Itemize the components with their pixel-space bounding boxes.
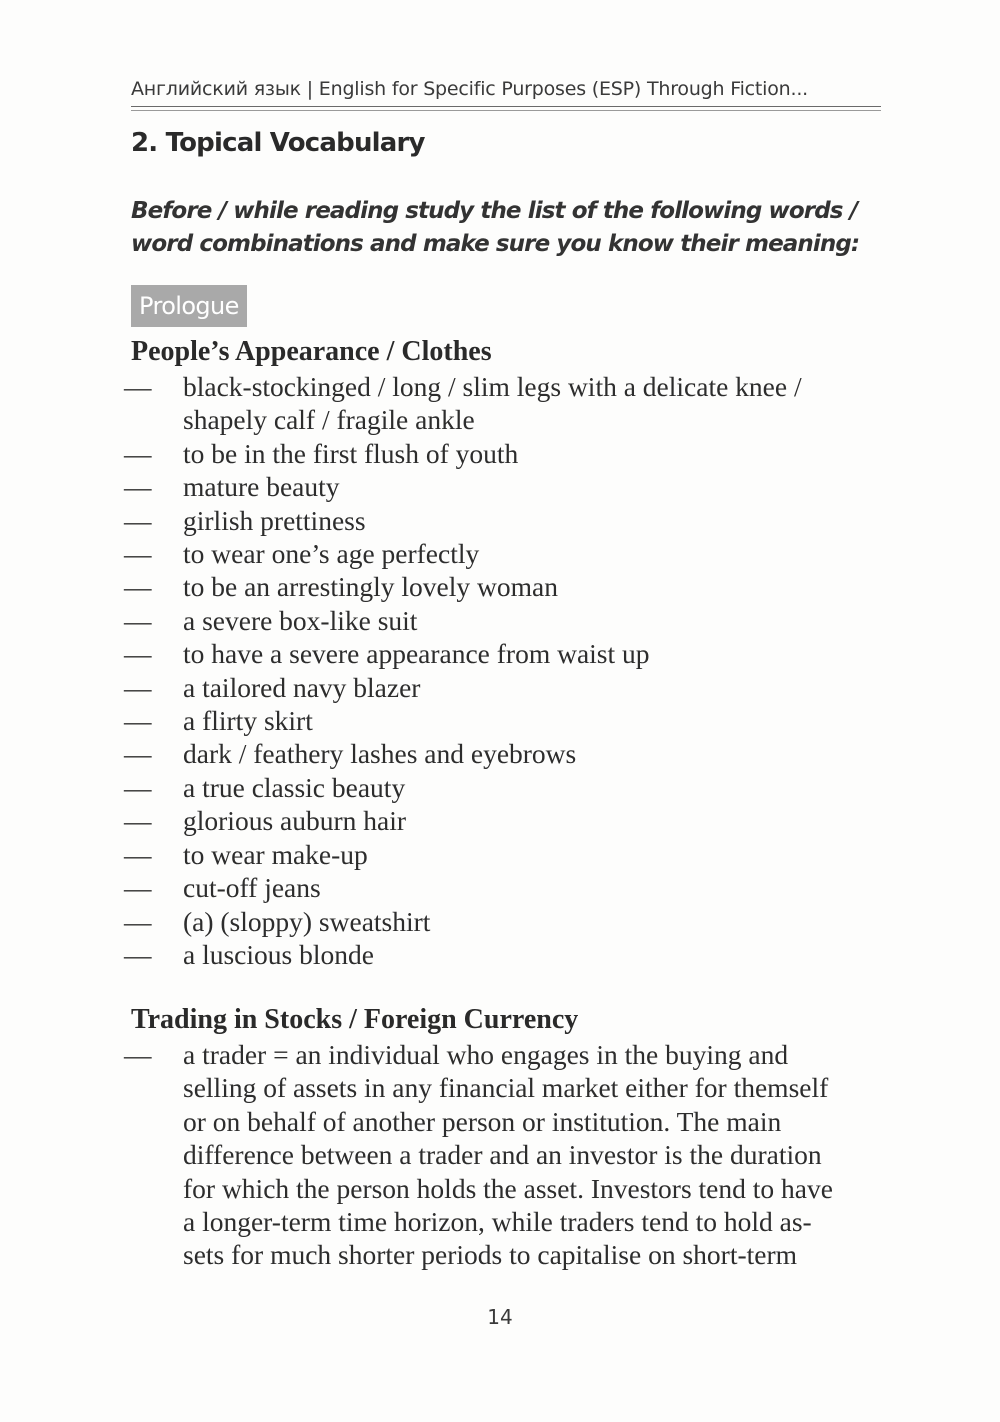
list-item-text [183, 570, 893, 603]
list-item-text [183, 871, 893, 904]
dash-bullet: — [124, 771, 152, 803]
dash-bullet: — [124, 805, 152, 837]
dash-bullet: — [124, 571, 152, 603]
dash-bullet: — [124, 738, 152, 770]
appearance-vocabulary-list [0, 370, 1000, 971]
list-item-line: to be an arrestingly lovely woman [183, 571, 558, 603]
dash-bullet: — [124, 638, 152, 670]
list-item-text [183, 1038, 893, 1272]
list-item [0, 671, 1000, 704]
list-item [0, 470, 1000, 503]
list-item-text [183, 838, 893, 871]
header-rule-secondary [131, 110, 881, 111]
list-item-line: a flirty skirt [183, 705, 313, 737]
list-item [0, 1038, 1000, 1272]
list-item-line: a longer-term time horizon, while traders tend to hold as- [183, 1206, 812, 1238]
list-item-line: a severe box-like suit [183, 604, 418, 636]
dash-bullet: — [124, 938, 152, 970]
list-item-text [183, 905, 893, 938]
list-item-line: to wear one’s age perfectly [183, 538, 480, 570]
dash-bullet: — [124, 538, 152, 570]
list-item [0, 437, 1000, 470]
list-item [0, 771, 1000, 804]
section-title: 2. Topical Vocabulary [131, 128, 425, 158]
page-number: 14 [487, 1305, 513, 1329]
list-item-line: for which the person holds the asset. Investors tend to have [183, 1172, 833, 1204]
header-rule [131, 106, 881, 107]
prologue-badge: Prologue [131, 285, 247, 327]
list-item-text [183, 938, 893, 971]
list-item-line: (a) (sloppy) sweatshirt [183, 905, 431, 937]
list-item-line: difference between a trader and an investor is the duration [183, 1139, 822, 1171]
list-item-text [183, 737, 893, 770]
dash-bullet: — [124, 838, 152, 870]
list-item [0, 737, 1000, 770]
list-item [0, 570, 1000, 603]
dash-bullet: — [124, 671, 152, 703]
dash-bullet: — [124, 905, 152, 937]
list-item-line: dark / feathery lashes and eyebrows [183, 738, 577, 770]
list-item [0, 905, 1000, 938]
trading-heading: Trading in Stocks / Foreign Currency [131, 1004, 579, 1035]
list-item-line: mature beauty [183, 471, 340, 503]
dash-bullet: — [124, 872, 152, 904]
list-item-line: a tailored navy blazer [183, 671, 421, 703]
list-item-text [183, 437, 893, 470]
list-item-line: cut-off jeans [183, 872, 321, 904]
list-item [0, 938, 1000, 971]
list-item-text [183, 637, 893, 670]
list-item-line: girlish prettiness [183, 504, 366, 536]
list-item [0, 537, 1000, 570]
list-item-line: shapely calf / fragile ankle [183, 404, 475, 436]
running-header: Английский язык | English for Specific Purposes (ESP) Through Fiction... [131, 78, 809, 100]
dash-bullet: — [124, 504, 152, 536]
dash-bullet: — [124, 1039, 152, 1070]
list-item-line: selling of assets in any financial market either for themself [183, 1072, 829, 1104]
list-item-text [183, 537, 893, 570]
list-item-line: glorious auburn hair [183, 805, 407, 837]
dash-bullet: — [124, 604, 152, 636]
dash-bullet: — [124, 471, 152, 503]
list-item-text [183, 704, 893, 737]
list-item-line: to wear make-up [183, 838, 368, 870]
list-item [0, 838, 1000, 871]
dash-bullet: — [124, 437, 152, 469]
appearance-heading: People’s Appearance / Clothes [131, 336, 492, 367]
list-item [0, 804, 1000, 837]
list-item [0, 370, 1000, 437]
dash-bullet: — [124, 705, 152, 737]
list-item-text [183, 771, 893, 804]
list-item-line: black-stockinged / long / slim legs with a delicate knee / [183, 371, 802, 402]
instruction-line-2: word combinations and make sure you know their meaning: [131, 231, 860, 257]
list-item-text [183, 604, 893, 637]
list-item-line: a true classic beauty [183, 771, 406, 803]
list-item-text [183, 804, 893, 837]
list-item [0, 871, 1000, 904]
trading-vocabulary-list [0, 1038, 1000, 1272]
list-item-text [183, 504, 893, 537]
list-item [0, 637, 1000, 670]
list-item [0, 704, 1000, 737]
dash-bullet: — [124, 371, 152, 402]
list-item-text [183, 671, 893, 704]
list-item-line: to have a severe appearance from waist up [183, 638, 650, 670]
list-item-line: sets for much shorter periods to capitalise on short-term [183, 1239, 798, 1271]
list-item-line: to be in the first flush of youth [183, 437, 519, 469]
list-item-line: a luscious blonde [183, 938, 374, 970]
list-item-text [183, 370, 893, 437]
instruction-text [131, 195, 891, 261]
list-item-line: or on behalf of another person or institution. The main [183, 1105, 782, 1137]
list-item [0, 504, 1000, 537]
list-item-text [183, 470, 893, 503]
instruction-line-1: Before / while reading study the list of the following words / [131, 198, 858, 224]
list-item [0, 604, 1000, 637]
list-item-line: a trader = an individual who engages in the buying and [183, 1039, 789, 1070]
